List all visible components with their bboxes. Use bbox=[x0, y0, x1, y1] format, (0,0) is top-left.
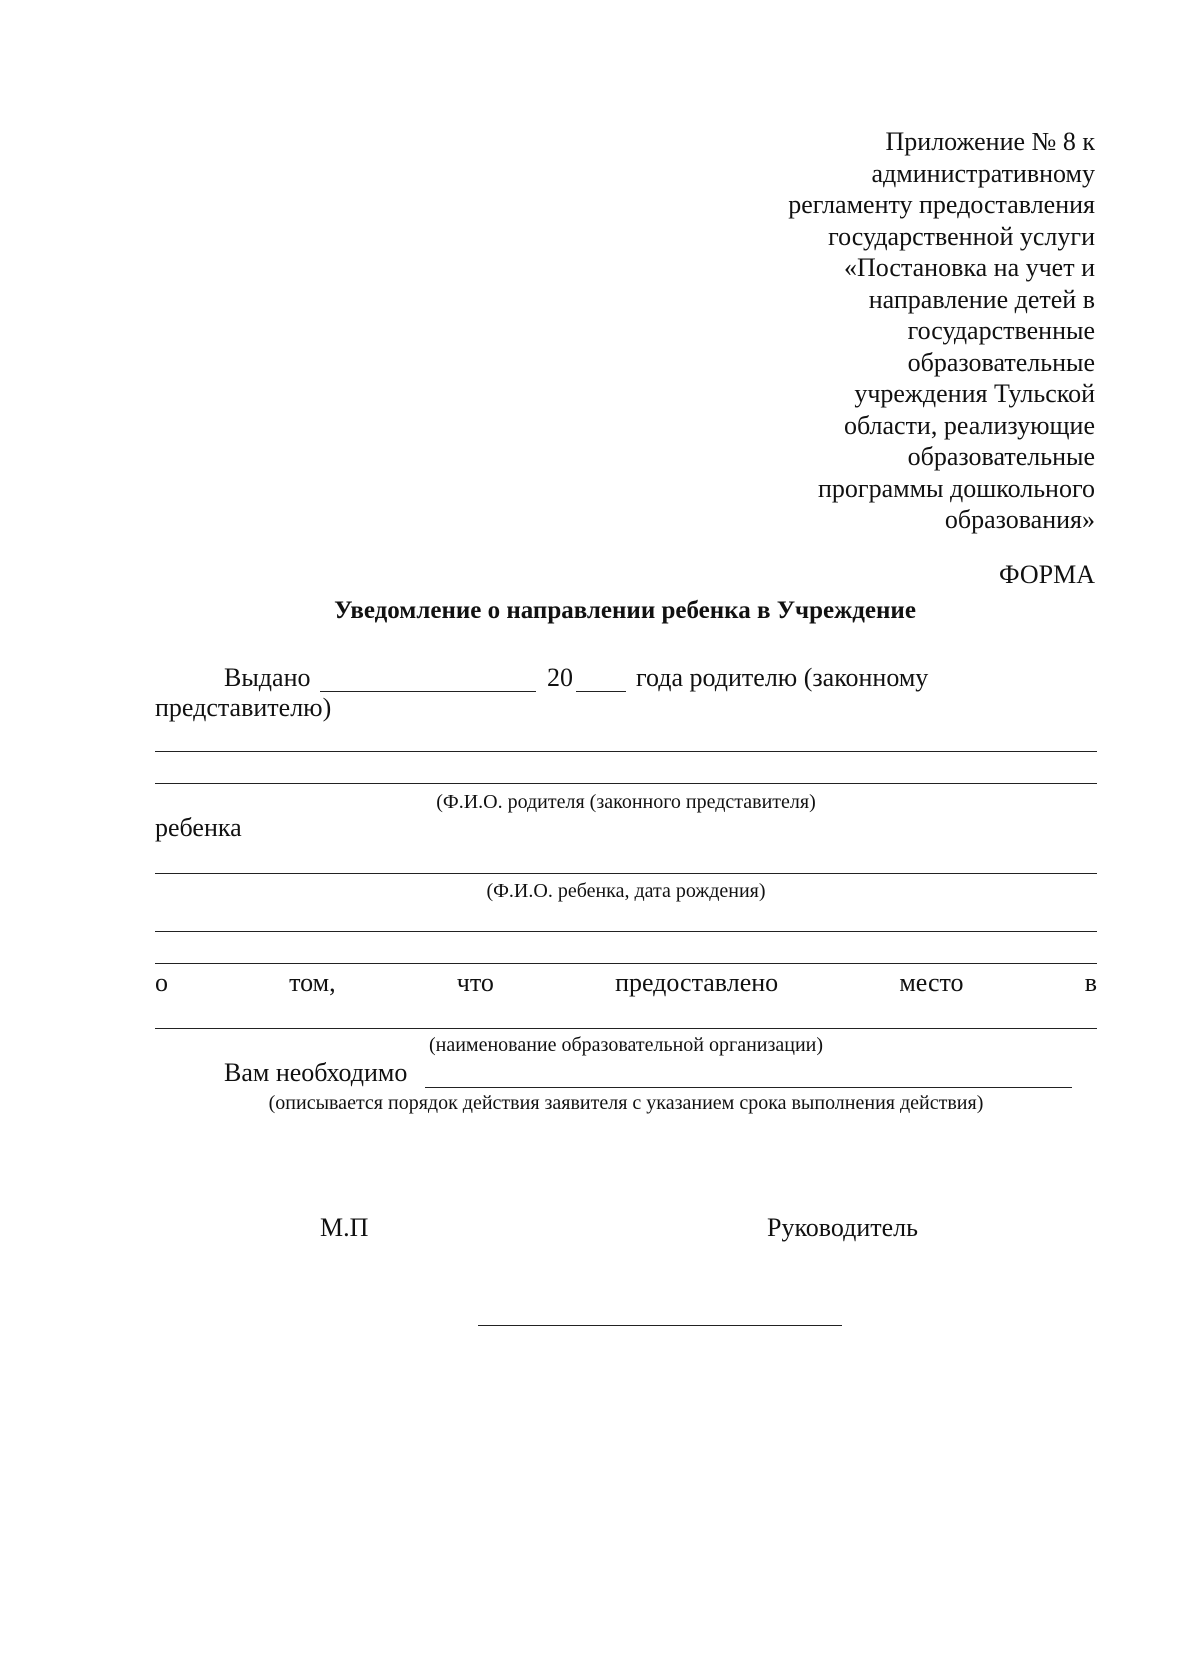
placement-row bbox=[155, 968, 1097, 998]
appendix-line: образовательные bbox=[907, 442, 1095, 471]
appendix-header bbox=[535, 126, 1095, 536]
stamp-label: М.П bbox=[320, 1213, 369, 1242]
child-label: ребенка bbox=[155, 813, 242, 842]
child-name-line-2[interactable] bbox=[155, 931, 1097, 932]
placement-word: том, bbox=[289, 968, 336, 997]
issued-word: Выдано bbox=[224, 663, 311, 692]
issued-continuation: представителю) bbox=[155, 693, 332, 722]
appendix-line: Приложение № 8 к bbox=[885, 127, 1095, 156]
organization-line[interactable] bbox=[155, 1028, 1097, 1029]
appendix-line: государственной услуги bbox=[828, 221, 1095, 251]
appendix-line: направление детей в bbox=[868, 284, 1095, 314]
parent-name-caption: (Ф.И.О. родителя (законного представителя) bbox=[436, 791, 816, 813]
appendix-line: административному bbox=[871, 158, 1095, 188]
placement-word: в bbox=[1084, 968, 1097, 997]
placement-word: предоставлено bbox=[615, 968, 779, 997]
child-name-line-3[interactable] bbox=[155, 963, 1097, 964]
appendix-line: области, реализующие bbox=[843, 410, 1095, 440]
child-name-line-1[interactable] bbox=[155, 873, 1097, 874]
issued-year-prefix: 20 bbox=[547, 663, 573, 692]
appendix-line: программы дошкольного bbox=[818, 473, 1095, 503]
placement-word: место bbox=[899, 968, 964, 997]
issued-rest: года родителю (законному bbox=[636, 663, 929, 692]
placement-word: что bbox=[456, 968, 494, 997]
issued-date-blank[interactable] bbox=[320, 691, 536, 692]
head-label: Руководитель bbox=[767, 1213, 918, 1242]
appendix-line: образования» bbox=[944, 505, 1095, 534]
procedure-caption: (описывается порядок действия заявителя с указанием срока выполнения действия) bbox=[268, 1092, 984, 1114]
required-label: Вам необходимо bbox=[224, 1058, 408, 1087]
placement-word: о bbox=[155, 968, 168, 997]
parent-name-line-2[interactable] bbox=[155, 783, 1097, 784]
appendix-line: регламенту предоставления bbox=[788, 190, 1095, 219]
required-action-line[interactable] bbox=[425, 1087, 1072, 1088]
form-label: ФОРМА bbox=[999, 560, 1095, 589]
appendix-line: учреждения Тульской bbox=[854, 379, 1095, 408]
organization-caption: (наименование образовательной организации) bbox=[428, 1034, 824, 1056]
document-title: Уведомление о направлении ребенка в Учреждение bbox=[334, 597, 916, 624]
appendix-line: образовательные bbox=[907, 347, 1095, 377]
child-name-caption: (Ф.И.О. ребенка, дата рождения) bbox=[486, 880, 766, 902]
signature-line[interactable] bbox=[478, 1325, 842, 1326]
parent-name-line-1[interactable] bbox=[155, 751, 1097, 752]
issued-year-blank[interactable] bbox=[576, 691, 626, 692]
appendix-line: государственные bbox=[907, 316, 1095, 345]
appendix-line: «Постановка на учет и bbox=[844, 253, 1095, 282]
